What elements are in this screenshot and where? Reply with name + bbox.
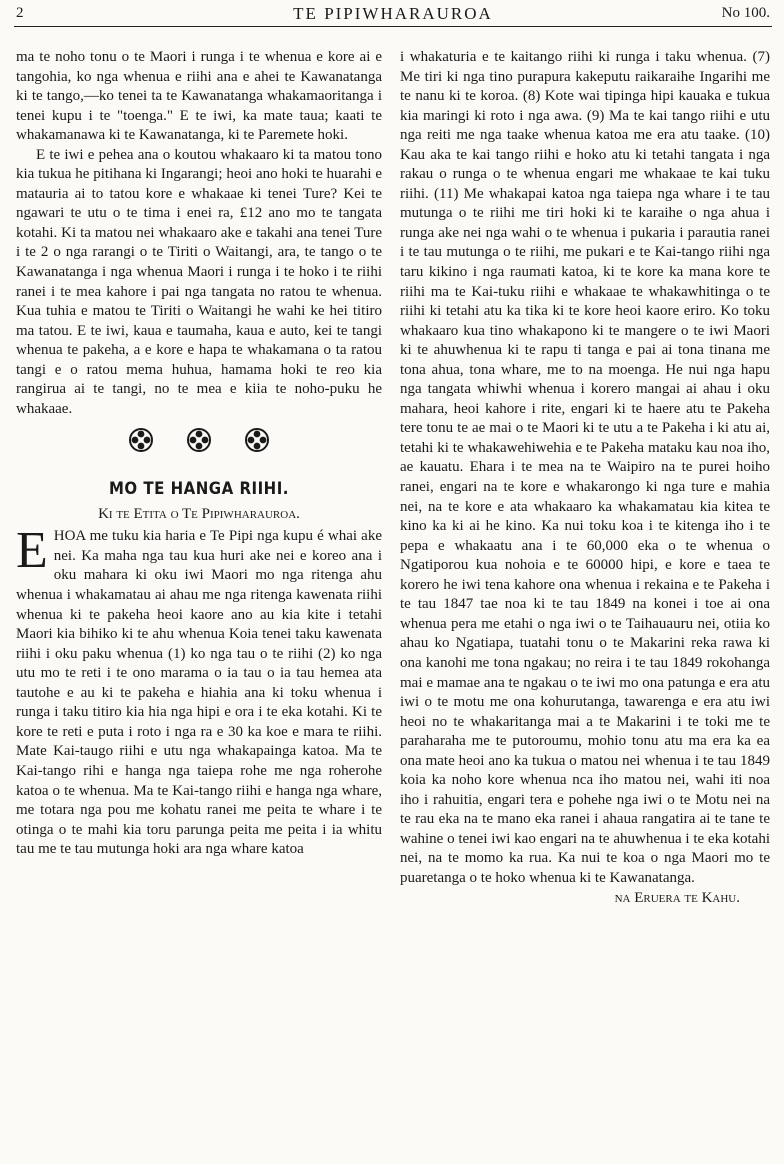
editorial-paragraph-2: E te iwi e pehea ana o koutou whakaaro ki ta matou tono kia tukua he pitihana ki Ingarangi; heoi ano hoki te huarahi e matauria ai to tatou kore e whakaae ki tenei Ture? Kei te ngawari te utu o te tima i enei ra, £12 ano mo te tangata kotahi. Ki ta matou nei whakaaro ake e takahi ana tenei Ture i te 2 o nga rarangi o te Tiriti o Waitangi, ara, te tango o te Kawanatanga i nga whenua Maori i runga i te hoko i te riihi ranei i te mea kahore i pai nga tangata no ratou te whenua. Kua tuhia e matou te Tiriti o Waitangi he wahi ke hei titiro ma tatou. E te iwi, kaua e taumaha, kaua e auto, kei te tangi whenua te pakeha, a e kore e hapa te whakamana o ta ratou tangi e o ratou mema huhua, hamama hoki te reo kia rangirua ai te tangi, no te mea e kiia te noho-puku he whakaae. xyxy=(16,146,382,417)
flower-ornament-icon xyxy=(186,427,212,453)
issue-number: No 100. xyxy=(721,5,770,21)
newspaper-title: TE PIPIWHARAUROA xyxy=(293,4,493,23)
letter-text-part-1: HOA me tuku kia haria e Te Pipi nga kupu é whai ake nei. Ka maha nga tau kua huri ake nei e koreo ana i oku mahara ki oku iwi Maori mo nga ritenga ahu whenua i whakamatau ai ahau me nga ritenga kawenata riihi whenua ki te pakeha heoi kaore ano au kia kite i tetahi Maori kia bihiko ki te ahu whenua Koia tenei taku kawenata riihi i oku paku whenua (1) ko nga tau o te riihi (2) ko nga utu mo te reti i te ono marama o ia tau o ia tau hemea ata tautohe e au ki te pakeha e hiahia ana ki toku whenua i runga i taku titiro kia hia nga hipi e ora i te eka kotahi. Ki te kore te reti e puta i roto i nga ra e 30 ka koe e mara te riihi. Mate Kai-taugo riihi e utu nga whakapainga katoa. Ma te Kai-tango rihi e hanga nga taiepa rohe me nga roherohe katoa o te whenua. Ma te Kai-tango riihi e hanga nga whare, me totara nga pou me kohatu ranei me peita te whare i te otinga o te mahi kia toru parunga peita me peita i ia whitu tau me te tau mutunga hoki ara nga whare katoa xyxy=(16,528,382,858)
page-header xyxy=(14,2,772,27)
letter-text-part-2: i whakaturia e te kaitango riihi ki runga i taku whenua. (7) Me tiri ki nga tino purapura kakeputu raikaraihe Ingarihi me te nanu ki te koroa. (8) Kote wai tipinga hipi kauaka e tukua kia maringi ki roto i nga awa. (9) Ma te kai tango riihi e utu nga reiti me nga taake whenua katoa me era atu taake. (10) Kau aka te kai tango riihi e hoko atu ki tetahi tangata i nga rakau o runga o te whenua engari me whakaae te kai tuku riihi. (11) Me whakapai katoa nga taiepa nga whare i te tau mutunga o te riihi me tiri hoki ki te karaihe o nga ahua i runga ake nei nga wahi o te whenua i pukaria i parautia ranei i te tau mutunga o te riihi, me pukari e te Kai-tango riihi nga taru kikino i nga raumati katoa, ki te kore ka mana kore te riihi ma te Kai-tuku riihi e whakaae te whakawhitinga o te riihi ki tetahi atu ka tika ki te kore heoi kaore eriro. Ko toku whakaaro kua tino whakapono ki te mangere o te iwi Maori ki te ahuwhenua ki te rapu ti tanga e pai ai tona tinana me tona ahua, tona whare, me to na moenga. He nui nga hapu nga tangata whiwhi whenua i korero mangai ai ahau i oku mahara, heoi kahore i rite, engari ki te haere atu te Pakeha tere tonu te ae mai o te Maori ki te utu a te Pakeha i ki atu ai, tetahi ki te whakawehiwehia e te Pakeha mataku kau noa iho, ae kauatu. Ehara i te mea na te Waipiro na te purei hoiho ranei, engari na te kore e whakarongo ki nga ture e mahia nei, na te kore e ata whakaaro ka whakamatau kia kitea te kino ka ki ai he kino. Ka nui toku koa i te kitenga iho i te pepa e whakaatu ana i te 60,000 eka o te whenua o Ngatiporou kua nohoia e te 60000 hipi, e kore e taea te korero he iwi tena kahore ona whenua i rekaina e te Pakeha i te tau 1847 tae noa ki te tau 1849 na konei i toe ai ona whenua pera me etahi o nga iwi o te Taihauauru nei, otiia ko ahau ko Ngatiapa, tuatahi tonu o te Makarini reka rawa ki ona kanohi me tona ngakau; no reira i te tau 1849 rokohanga mai e mamae ana te ngakau o te iwi mo ona patunga e era atu iwi o te motu me ona kohurutanga, tawarenga e era atu iwi heoi no te whakaritanga mai a te Makarini i te toki me te paraharaha me te putoroumu, mohio tonu atu ma era ka ea ona mate heoi ano ka tukua o matou nei whenua i te tau 1849 koia ka noho kore whenua nca iho matou nei, wahi iti noa iho i rahuitia, engari tera e pohehe nga iwi o te Motu nei na te rau eka na te mano eka ranei i ahaua rangatira ai te tane te wahine o tenei iwi kao engari na te ahuwhenua i te eka kotahi nei, na te momo ka rua. Ka nui te koa o nga Maori mo te puaretanga o te hoko whenua ki te Kawanatanga. xyxy=(400,49,770,886)
letter-byline: Ki te Etita o Te Pipiwharauroa. xyxy=(98,506,300,523)
flower-ornament-icon xyxy=(128,427,154,453)
letter-signature: na Eruera te Kahu. xyxy=(614,889,740,906)
page-number: 2 xyxy=(16,5,24,21)
left-column xyxy=(16,48,382,860)
section-title: MO TE HANGA RIIHI. xyxy=(108,478,289,499)
ornament-divider xyxy=(16,419,382,473)
flower-ornament-icon xyxy=(244,427,270,453)
editorial-paragraph-1: ma te noho tonu o te Maori i runga i te whenua e kore ai e tangohia, ko nga whenua e riihi ana e ahei te Kawanatanga ki te tango,—ko tenei ta te Kawanatanga whakamaoritanga i tenei kupu i te "toenga." E te iwi, ka mate taua; kaati te whakamanawa ki te Kawanatanga, ki te Paremete hoki. xyxy=(16,49,382,144)
right-column xyxy=(400,48,770,908)
letter-paragraph xyxy=(16,522,382,859)
drop-cap: E xyxy=(16,522,48,580)
